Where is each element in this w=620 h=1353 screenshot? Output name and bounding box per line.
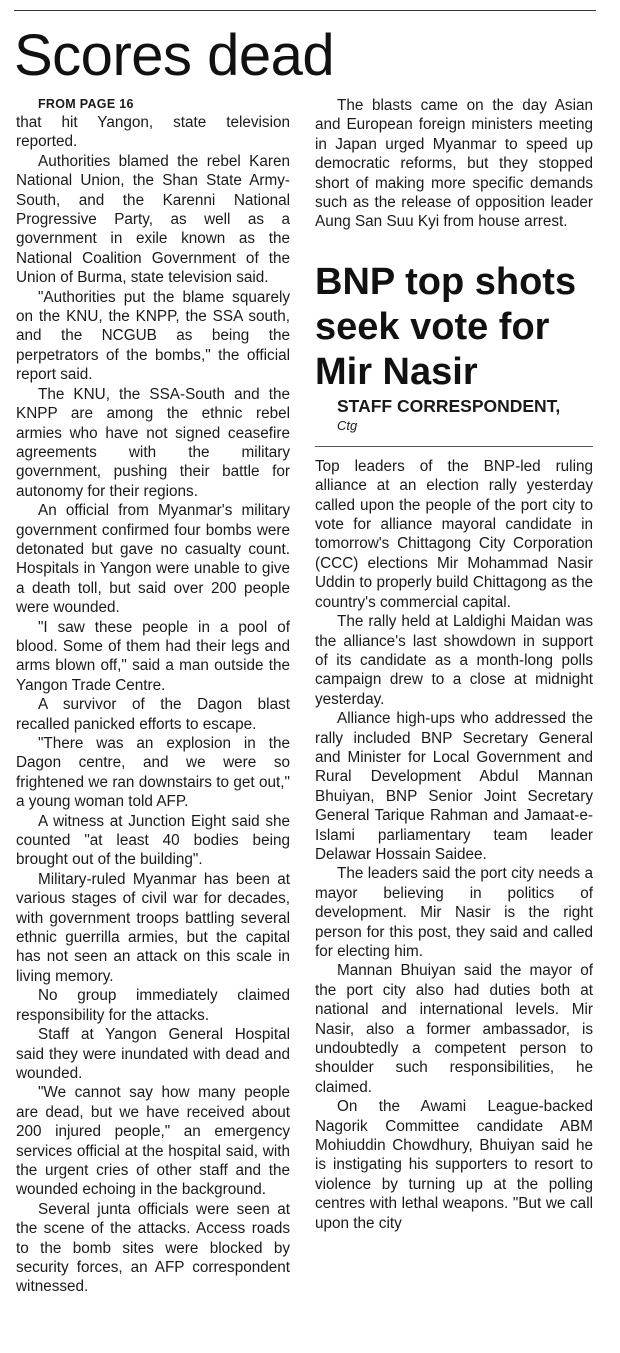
right-column xyxy=(315,96,593,1233)
article2-paragraph: The leaders said the port city needs a mayor believing in politics of development. Mir Nasir is the right person for this post, they said and called for electing him. xyxy=(315,865,593,960)
article1-paragraph: "We cannot say how many people are dead, but we have received about 200 injured people," an emergency services official at the hospital said, with the urgent cries of other staff and the wounded echoing in the background. xyxy=(16,1084,290,1199)
article1-paragraph: Staff at Yangon General Hospital said they were inundated with dead and wounded. xyxy=(16,1026,290,1082)
article1-column xyxy=(16,96,290,1297)
article1-paragraph: The blasts came on the day Asian and European foreign ministers meeting in Japan urged Myanmar to speed up democratic reforms, but they stopped short of making more specific demands such as the release of opposition leader Aung San Suu Kyi from house arrest. xyxy=(315,97,593,231)
article1-paragraph: The KNU, the SSA-South and the KNPP are among the ethnic rebel armies who have not signed ceasefire agreements with the military government, pushing their battle for autonomy for their regions. xyxy=(16,385,290,500)
page-edge-mark xyxy=(432,0,438,10)
article1-paragraph: A witness at Junction Eight said she counted "at least 40 bodies being brought out of the building". xyxy=(16,812,290,869)
article2-byline: STAFF CORRESPONDENT, xyxy=(337,395,561,416)
article1-paragraph: An official from Myanmar's military government confirmed four bombs were detonated but gave no casualty count. Hospitals in Yangon were unable to give a death toll, but said over 200 people were wounded. xyxy=(16,502,290,617)
article1-paragraph: that hit Yangon, state television reported. xyxy=(16,114,290,151)
article2-paragraph: Alliance high-ups who addressed the rally included BNP Secretary General and Minister for Local Government and Rural Development Abdul Mannan Bhuiyan, BNP Senior Joint Secretary General Tarique Rahman and Jamaat-e-Islami parliamentary team leader Delawar Hossain Saidee. xyxy=(315,710,593,863)
article1-paragraph: "I saw these people in a pool of blood. Some of them had their legs and arms blown off," said a man outside the Yangon Trade Centre. xyxy=(16,618,290,694)
article1-headline: Scores dead xyxy=(14,23,335,88)
article1-paragraph: "Authorities put the blame squarely on the KNU, the KNPP, the SSA south, and the NCGUB as being the perpetrators of the bombs," the official report said. xyxy=(16,288,290,384)
article2-paragraph: Mannan Bhuiyan said the mayor of the port city also had duties both at national and international levels. Mir Nasir, also a former ambassador, is undoubtedly a competent person to shoulder such responsibilities, he claimed. xyxy=(315,962,593,1096)
article1-paragraph: Military-ruled Myanmar has been at various stages of civil war for decades, with government troops battling several ethnic guerrilla armies, but the capital has not seen an attack on this scale in living memory. xyxy=(16,870,290,985)
article2-paragraph: On the Awami League-backed Nagorik Committee candidate ABM Mohiuddin Chowdhury, Bhuiyan said he is instigating his supporters to resort to violence by turning up at the polling centres with lethal weapons. "But we call upon the city xyxy=(315,1098,593,1232)
article1-paragraph: No group immediately claimed responsibility for the attacks. xyxy=(16,987,290,1024)
top-rule xyxy=(14,10,596,11)
column-gutter xyxy=(303,100,304,1350)
article1-paragraph: Authorities blamed the rebel Karen National Union, the Shan State Army-South, and the Karenni National Progressive Party, as well as a government in exile known as the National Coalition Government of the Union of Burma, state television said. xyxy=(16,152,290,287)
article2-paragraph: Top leaders of the BNP-led ruling alliance at an election rally yesterday called upon the people of the port city to vote for alliance mayoral candidate in tomorrow's Chittagong City Corporation (CCC) elections Mir Mohammad Nasir Uddin to properly build Chittagong as the country's commercial capital. xyxy=(315,457,593,611)
article1-kicker: FROM PAGE 16 xyxy=(38,97,134,111)
article2-dateline: Ctg xyxy=(337,417,358,433)
article1-paragraph: "There was an explosion in the Dagon centre, and we were so frightened we ran downstairs to get out," a young woman told AFP. xyxy=(16,735,290,811)
article1-paragraph: Several junta officials were seen at the scene of the attacks. Access roads to the bomb sites were blocked by security forces, an AFP correspondent witnessed. xyxy=(16,1200,290,1296)
article2-headline: BNP top shots seek vote for Mir Nasir xyxy=(315,260,577,393)
article1-paragraph: A survivor of the Dagon blast recalled panicked efforts to escape. xyxy=(16,696,290,733)
byline-rule xyxy=(315,446,593,447)
article2-paragraph: The rally held at Laldighi Maidan was the alliance's last showdown in support of its candidate as a month-long polls campaign drew to a close at midnight yesterday. xyxy=(315,613,593,708)
